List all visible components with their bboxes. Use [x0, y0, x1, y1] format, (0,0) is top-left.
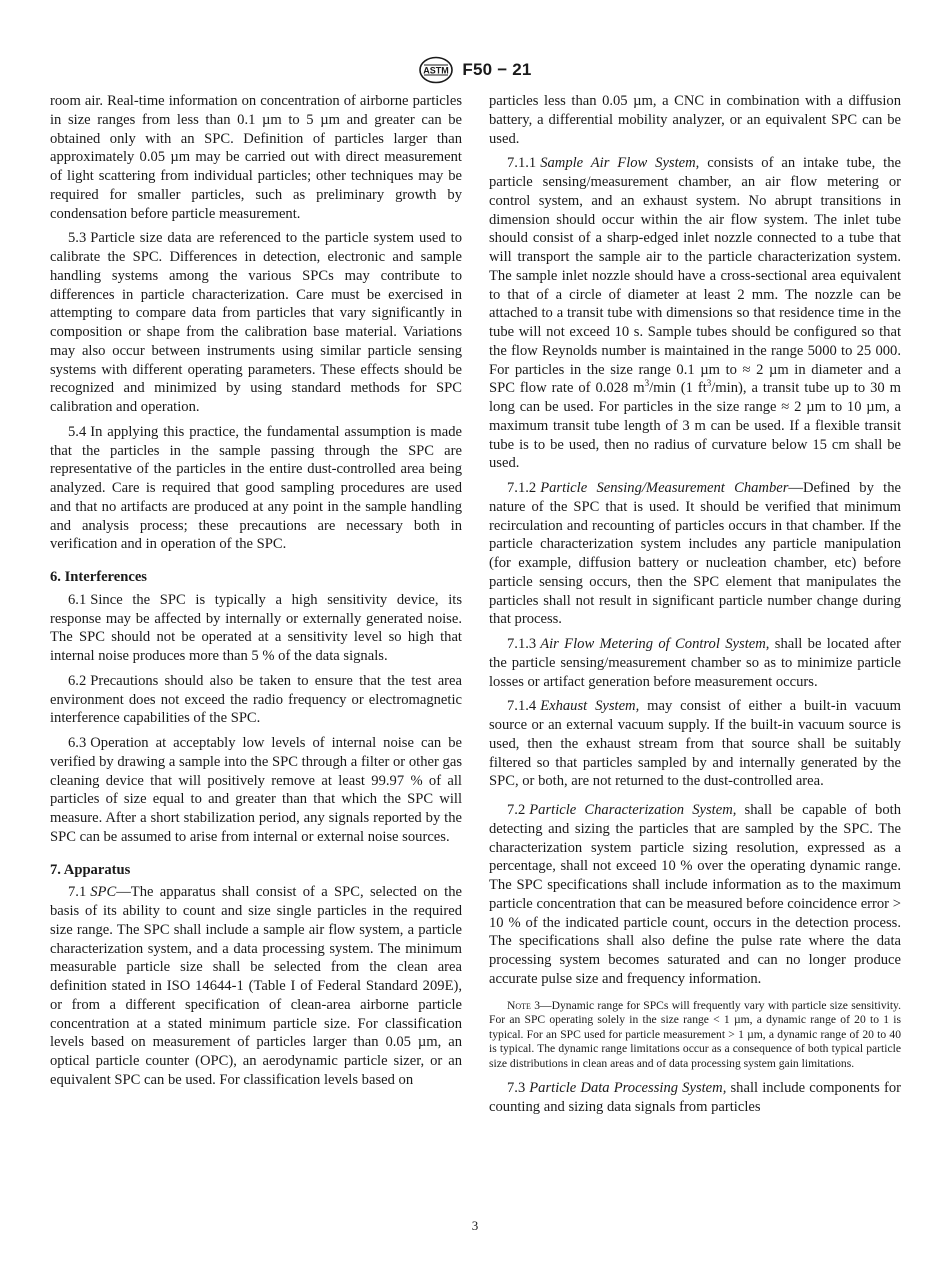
- left-column: [50, 92, 462, 1096]
- paragraph-continued: room air. Real-time information on concentration of airborne particles in size ranges from less than 0.1 µm to 5 µm and greater can be obtained only with an SPC. Definition of particles larger than approximately 0.05 µm may be carried out with direct measurement of light scattering from individual particles; other techniques may be required for smaller particles, such as preliminary growth by condensation before particle measurement.: [50, 93, 462, 222]
- section-7-1-1: 7.1.1 Sample Air Flow System, consists of an intake tube, the particle sensing/measurement chamber, an air flow metering or control system, and an exhaust system. No abrupt transitions in dimension should occur within the air flow system. The inlet tube should consist of a sharp-edged inlet nozzle connected to a tube that will transport the sample air to the particle characterization system. The sample inlet nozzle should have a cross-sectional area equivalent to that of a circle of diameter at least 2 mm. The nozzle can be attached to a transit tube with dimensions so that residence time in the tube will not exceed 10 s. Sample tubes should be configured so that the flow Reynolds number is maintained in the range 5000 to 25 000. For particles in the size range 0.1 µm to ≈ 2 µm in diameter and a SPC flow rate of 0.028 $m^3/\min$ (1 $ft^3/\min$), a transit tube up to 30 m long can be used. For particles in the size range ≈ 2 µm to 10 µm, a maximum transit tube length of 3 m can be used. If a flexible transit tube is to be used, then no radius of curvature below 15 cm shall be used.: [489, 155, 901, 472]
- heading-interferences: 6. Interferences: [50, 569, 147, 585]
- astm-logo-icon: [418, 56, 454, 84]
- section-7-1: 7.1 SPC—The apparatus shall consist of a SPC, selected on the basis of its ability to count and size single particles in the required size range. The SPC shall include a sample air flow system, a particle characterization system, and a data processing system. The minimum measurable particle size shall be selected from the clean area definition stated in ISO 14644-1 (Table I of Federal Standard 209E), or from a different specification of clean-area airborne particle concentration at a stated minimum particle size. For classification levels based on measurement of particles larger than 0.05 µm, an optical particle counter (OPC), an aerodynamic particle sizer, or an equivalent SPC can be used. For classification levels based on: [50, 884, 462, 1088]
- standard-designation: F50 − 21: [462, 60, 532, 79]
- heading-apparatus: 7. Apparatus: [50, 861, 131, 878]
- section-5-4: 5.4 In applying this practice, the fundamental assumption is made that the particles in the sample passing through the SPC are representative of the particles in the entire dust-controlled area being analyzed. Care is required that good sampling procedures are used and that no artifacts are produced at any point in the sample handling and analysis process; these precautions are necessary both in verification and in operation of the SPC.: [50, 423, 462, 553]
- section-7-1-3: 7.1.3 Air Flow Metering of Control System, shall be located after the particle sensing/measurement chamber so as to minimize particle losses or artifact generation before measurement occurs.: [489, 636, 902, 690]
- svg-text:ASTM: ASTM: [423, 65, 450, 76]
- page-number: 3: [471, 1218, 479, 1233]
- right-column: [489, 92, 901, 1123]
- section-6-2: 6.2 Precautions should also be taken to ensure that the test area environment does not exceed the radio frequency or electromagnetic interference capabilities of the SPC.: [50, 672, 462, 727]
- paragraph-continued: particles less than 0.05 µm, a CNC in combination with a diffusion battery, a differential mobility analyzer, or an equivalent SPC can be used.: [489, 93, 901, 147]
- section-5-3: 5.3 Particle size data are referenced to the particle system used to calibrate the SPC. Differences in detection, electronic and sample handling systems among the various SPCs may contribute to differences in particle characterization. Care must be exercised in attempting to compare data from particles that vary significantly in composition or shape from the calibration base material. Variations may also occur between instruments using similar particle sensing systems with different operating parameters. These effects should be recognized and minimized by using standard methods for SPC calibration and operation.: [50, 230, 462, 415]
- section-7-1-4: 7.1.4 Exhaust System, may consist of either a built-in vacuum source or an external vacuum supply. If the built-in vacuum source is used, then the exhaust stream from that source shall be suitably filtered so that particles sampled by and internally generated by the SPC, or both, are not returned to the dust-controlled area.: [489, 698, 902, 790]
- section-7-3: 7.3 Particle Data Processing System, shall include components for counting and sizing data signals from particles: [489, 1080, 901, 1116]
- section-7-2: 7.2 Particle Characterization System, shall be capable of both detecting and sizing the particles that are sampled by the SPC. The characterization system particle sizing resolution, expressed as a percentage, shall not exceed 10 % over the operating dynamic range. The SPC specifications shall include information as to the maximum particle concentration that can be measured before coincidence error > 10 % of the indicated particle count, occurs in the detection process. The specifications shall also define the pulse rate where the data processing system becomes saturated and can no longer produce accurate pulse size and frequency information.: [489, 802, 901, 987]
- note-3: Note 3—Dynamic range for SPCs will frequently vary with particle size sensitivity. For an SPC operating solely in the size range < 1 µm, a dynamic range of 20 to 1 is typical. For an SPC used for particle measurement > 1 µm, a dynamic range of 20 to 40 is typical. The dynamic range limitations occur as a consequence of both typical particle size distributions in clean areas and of data processing system gain limitations.: [489, 998, 902, 1070]
- section-6-3: 6.3 Operation at acceptably low levels of internal noise can be verified by drawing a sample into the SPC through a filter or other gas cleaning device that will positively remove at least 99.97 % of all particles of size equal to and greater than that which the SPC will measure. After a short stabilization period, any signals reported by the SPC can be assumed to arise from internal or external noise sources.: [50, 735, 462, 845]
- section-6-1: 6.1 Since the SPC is typically a high sensitivity device, its response may be affected by internally or externally generated noise. The SPC should not be operated at a sensitivity level so high that internal noise produces more than 5 % of the data signals.: [50, 591, 462, 664]
- page-header: [0, 55, 950, 85]
- section-7-1-2: 7.1.2 Particle Sensing/Measurement Chamber—Defined by the nature of the SPC that is used. It should be verified that minimum recirculation and recounting of particles occurs in that chamber. If the particle characterization system includes any particle manipulation (for example, diffusion battery or nucleation chamber, etc) before particle sensing occurs, then the SPC element that manipulates the particles shall not result in significant particle number change during that process.: [489, 480, 901, 628]
